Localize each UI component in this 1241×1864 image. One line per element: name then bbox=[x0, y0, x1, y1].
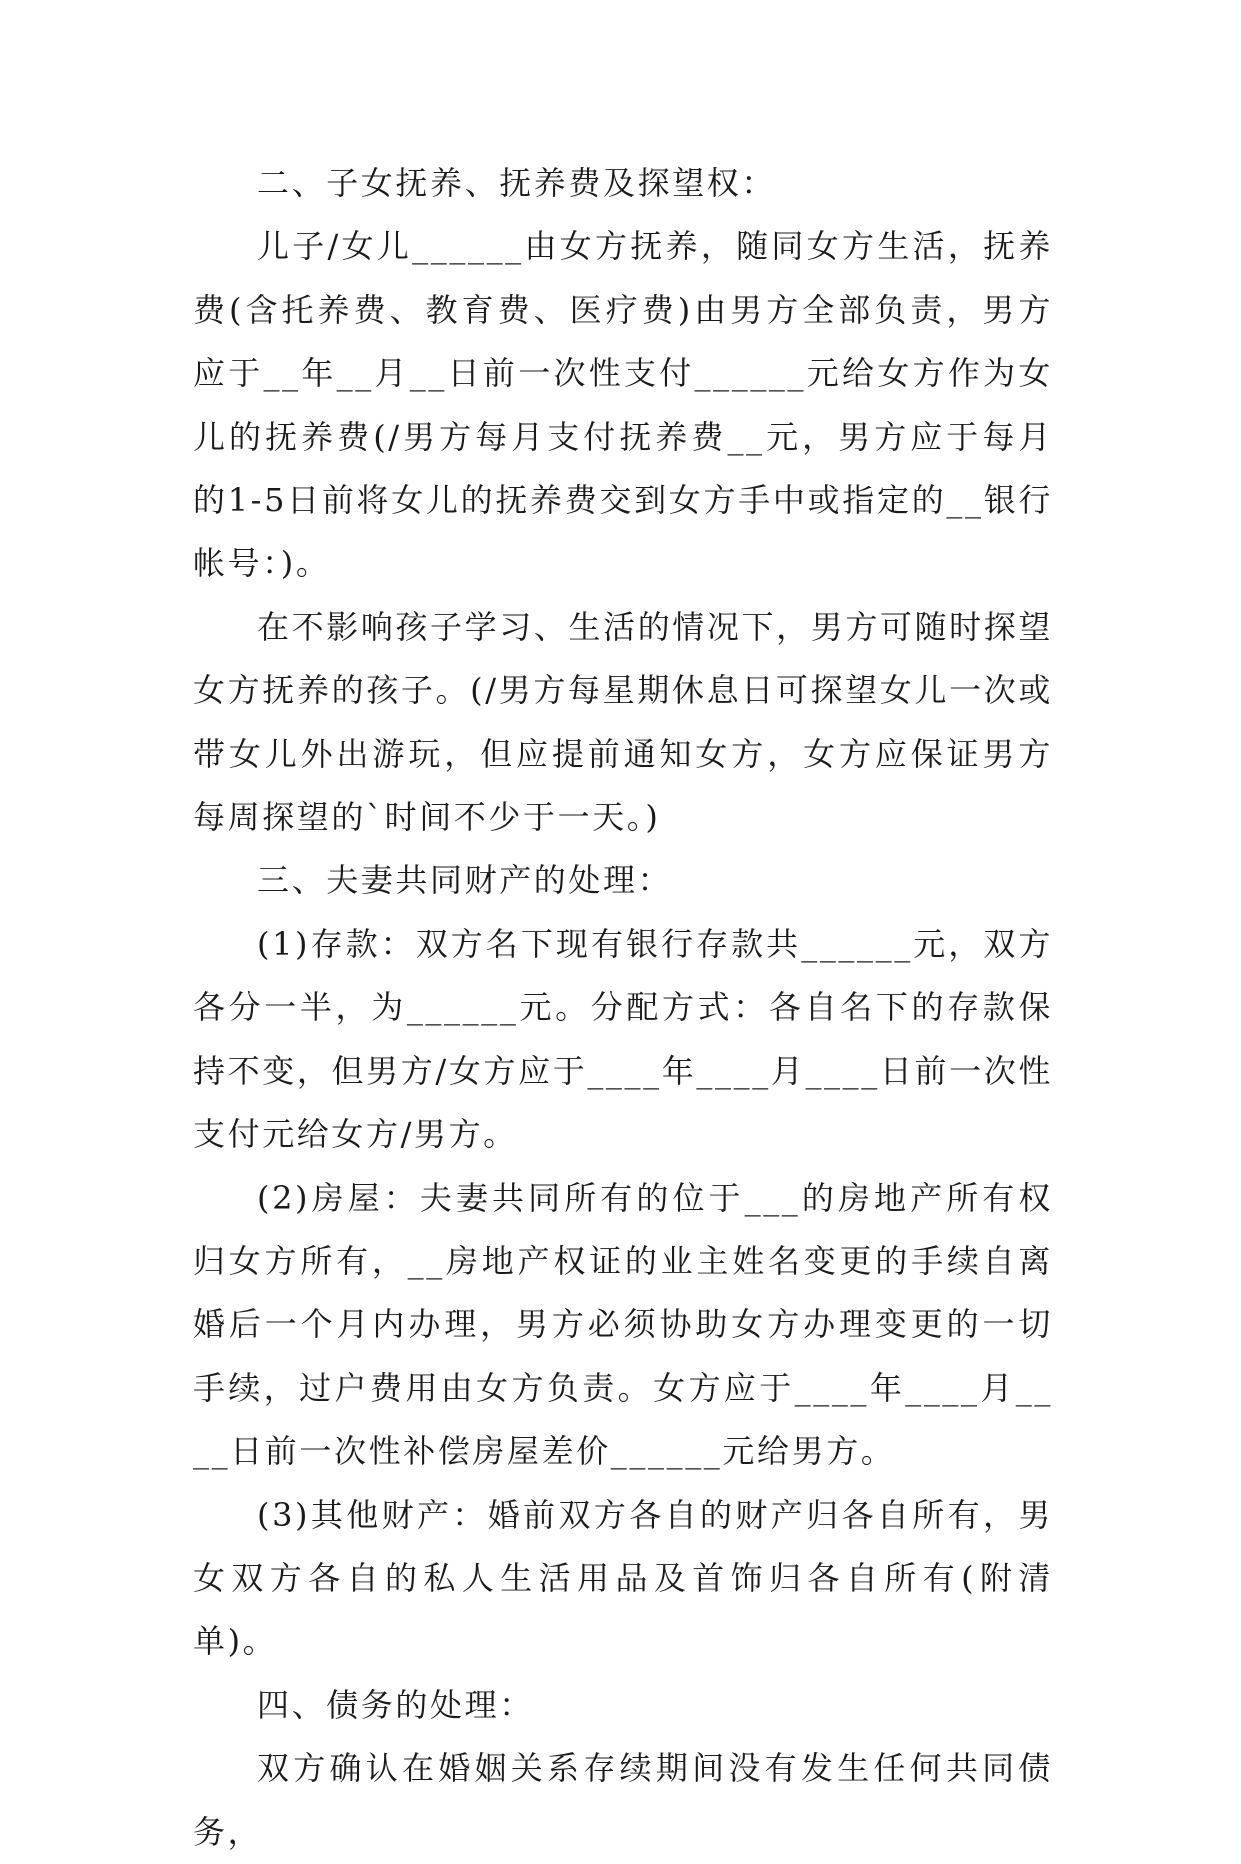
paragraph-visitation: 在不影响孩子学习、生活的情况下，男方可随时探望女方抚养的孩子。(/男方每星期休息日可探望女儿一次或带女儿外出游玩，但应提前通知女方，女方应保证男方每周探望的`时间不少于一天。) bbox=[193, 607, 1053, 837]
paragraph-deposits: (1)存款：双方名下现有银行存款共______元，双方各分一半，为______元。分配方式：各自名下的存款保持不变，但男方/女方应于____年____月____日前一次性支付元给女方/男方。 bbox=[193, 924, 1053, 1154]
paragraph-other-property: (3)其他财产：婚前双方各自的财产归各自所有，男女双方各自的私人生活用品及首饰归各自所有(附清单)。 bbox=[193, 1495, 1053, 1661]
section-heading-custody: 二、子女抚养、抚养费及探望权： bbox=[257, 164, 777, 202]
paragraph-child-support: 儿子/女儿______由女方抚养，随同女方生活，抚养费(含托养费、教育费、医疗费)由男方全部负责，男方应于__年__月__日前一次性支付______元给女方作为女儿的抚养费(/男方每月支付抚养费__元，男方应于每月的1-5日前将女儿的抚养费交到女方手中或指定的__银行帐号：)。 bbox=[193, 227, 1053, 583]
document-body bbox=[193, 152, 1053, 1864]
section-heading-debts: 四、债务的处理： bbox=[257, 1685, 534, 1724]
section-heading-property: 三、夫妻共同财产的处理： bbox=[257, 861, 673, 900]
paragraph-debts: 双方确认在婚姻关系存续期间没有发生任何共同债务， bbox=[193, 1749, 1053, 1851]
paragraph-house: (2)房屋：夫妻共同所有的位于___的房地产所有权归女方所有，__房地产权证的业主姓名变更的手续自离婚后一个月内办理，男方必须协助女方办理变更的一切手续，过户费用由女方负责。女方应于____年____月____日前一次性补偿房屋差价______元给男方。 bbox=[193, 1178, 1053, 1471]
